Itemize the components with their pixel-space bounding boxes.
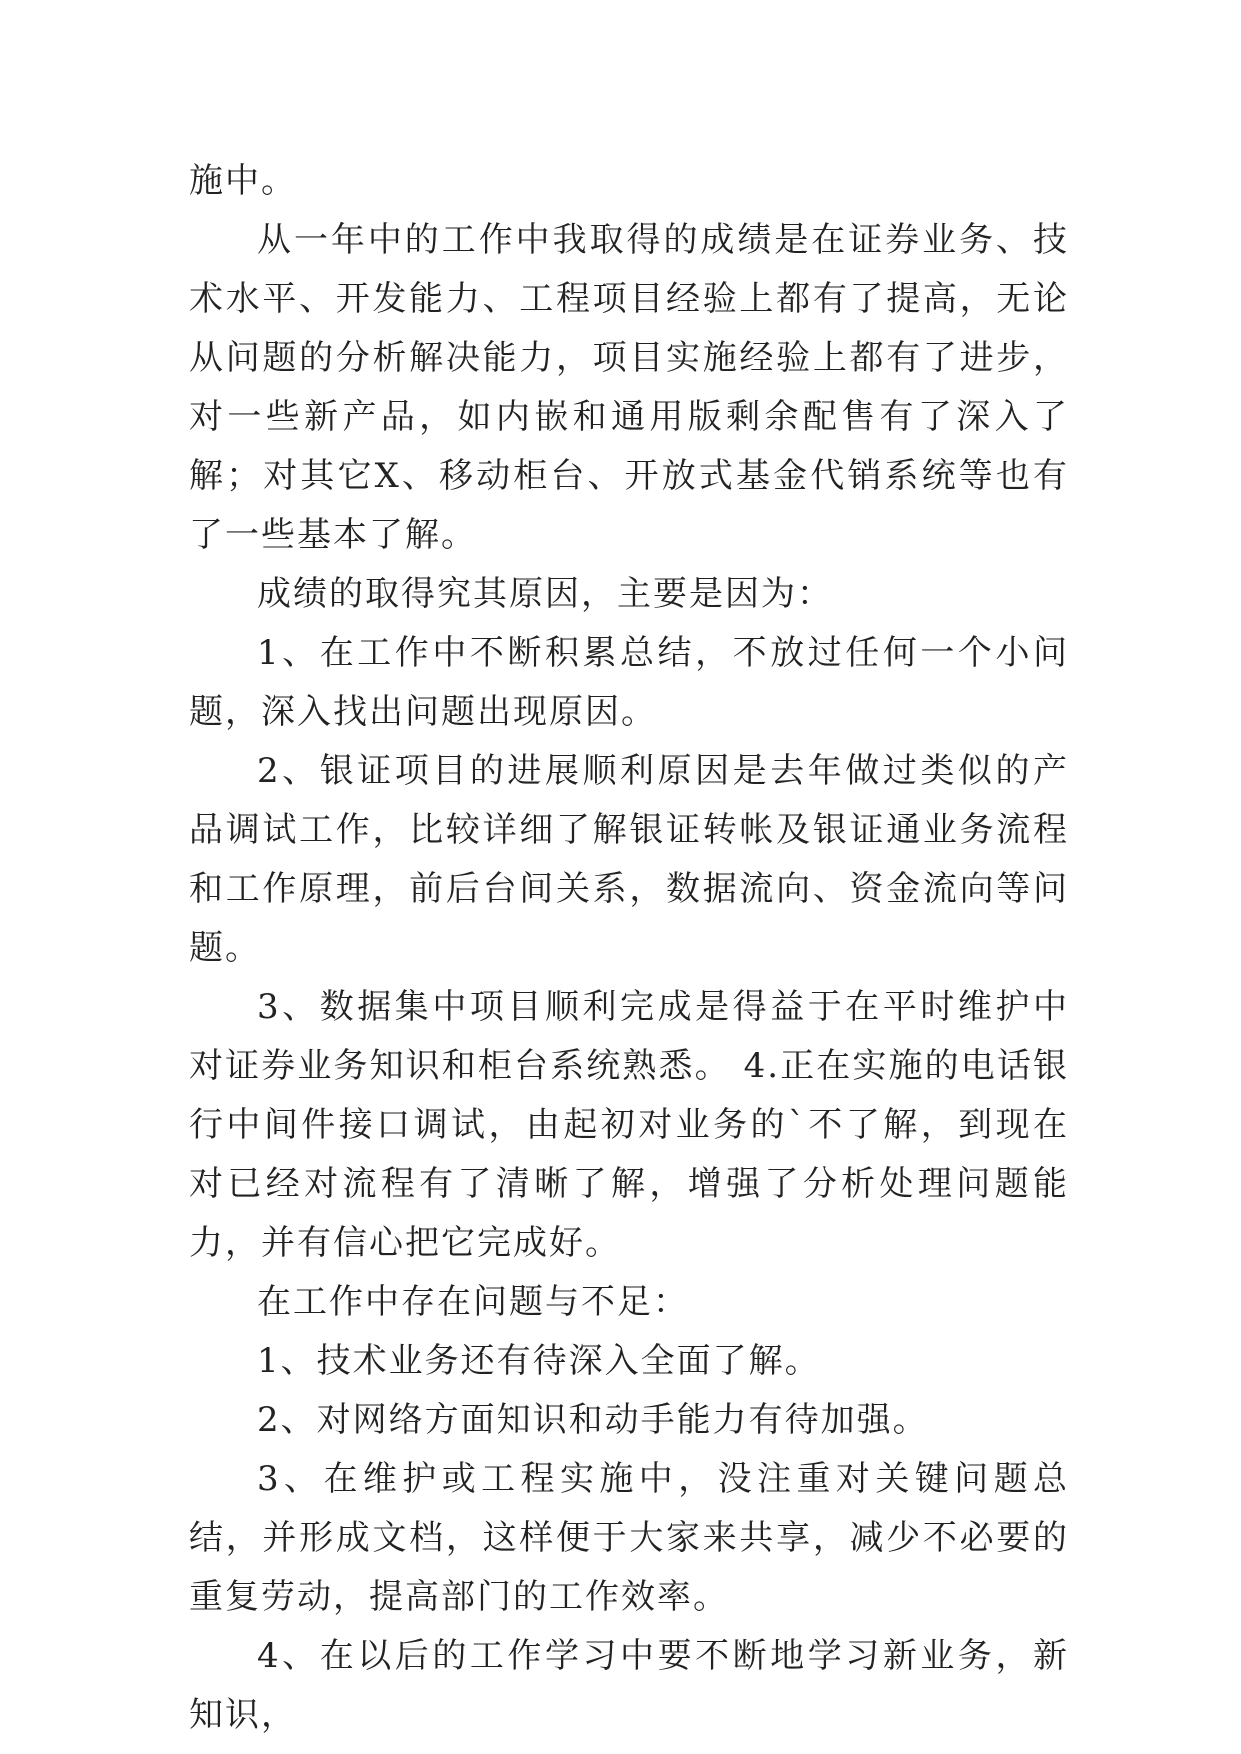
paragraph: 4、在以后的工作学习中要不断地学习新业务，新知识， <box>189 1636 1069 1735</box>
paragraph: 3、数据集中项目顺利完成是得益于在平时维护中对证券业务知识和柜台系统熟悉。 4.正在实施的电话银行中间件接口调试，由起初对业务的`不了解，到现在对已经对流程有了清晰了解，增强了分析处理问题能力，并有信心把它完成好。 <box>189 987 1069 1263</box>
paragraph: 成绩的取得究其原因，主要是因为： <box>257 574 833 614</box>
paragraph: 2、银证项目的进展顺利原因是去年做过类似的产品调试工作，比较详细了解银证转帐及银证通业务流程和工作原理，前后台间关系，数据流向、资金流向等问题。 <box>189 751 1069 968</box>
document-body <box>189 152 1069 1745</box>
paragraph: 2、对网络方面知识和动手能力有待加强。 <box>257 1400 929 1440</box>
paragraph: 从一年中的工作中我取得的成绩是在证券业务、技术水平、开发能力、工程项目经验上都有了提高，无论从问题的分析解决能力，项目实施经验上都有了进步，对一些新产品，如内嵌和通用版剩余配售有了深入了解；对其它X、移动柜台、开放式基金代销系统等也有了一些基本了解。 <box>189 220 1069 555</box>
paragraph: 1、在工作中不断积累总结，不放过任何一个小问题，深入找出问题出现原因。 <box>189 633 1069 732</box>
paragraph: 3、在维护或工程实施中，没注重对关键问题总结，并形成文档，这样便于大家来共享，减少不必要的重复劳动，提高部门的工作效率。 <box>189 1459 1069 1617</box>
paragraph: 在工作中存在问题与不足： <box>257 1282 689 1322</box>
paragraph: 施中。 <box>189 161 297 201</box>
paragraph: 1、技术业务还有待深入全面了解。 <box>257 1341 821 1381</box>
